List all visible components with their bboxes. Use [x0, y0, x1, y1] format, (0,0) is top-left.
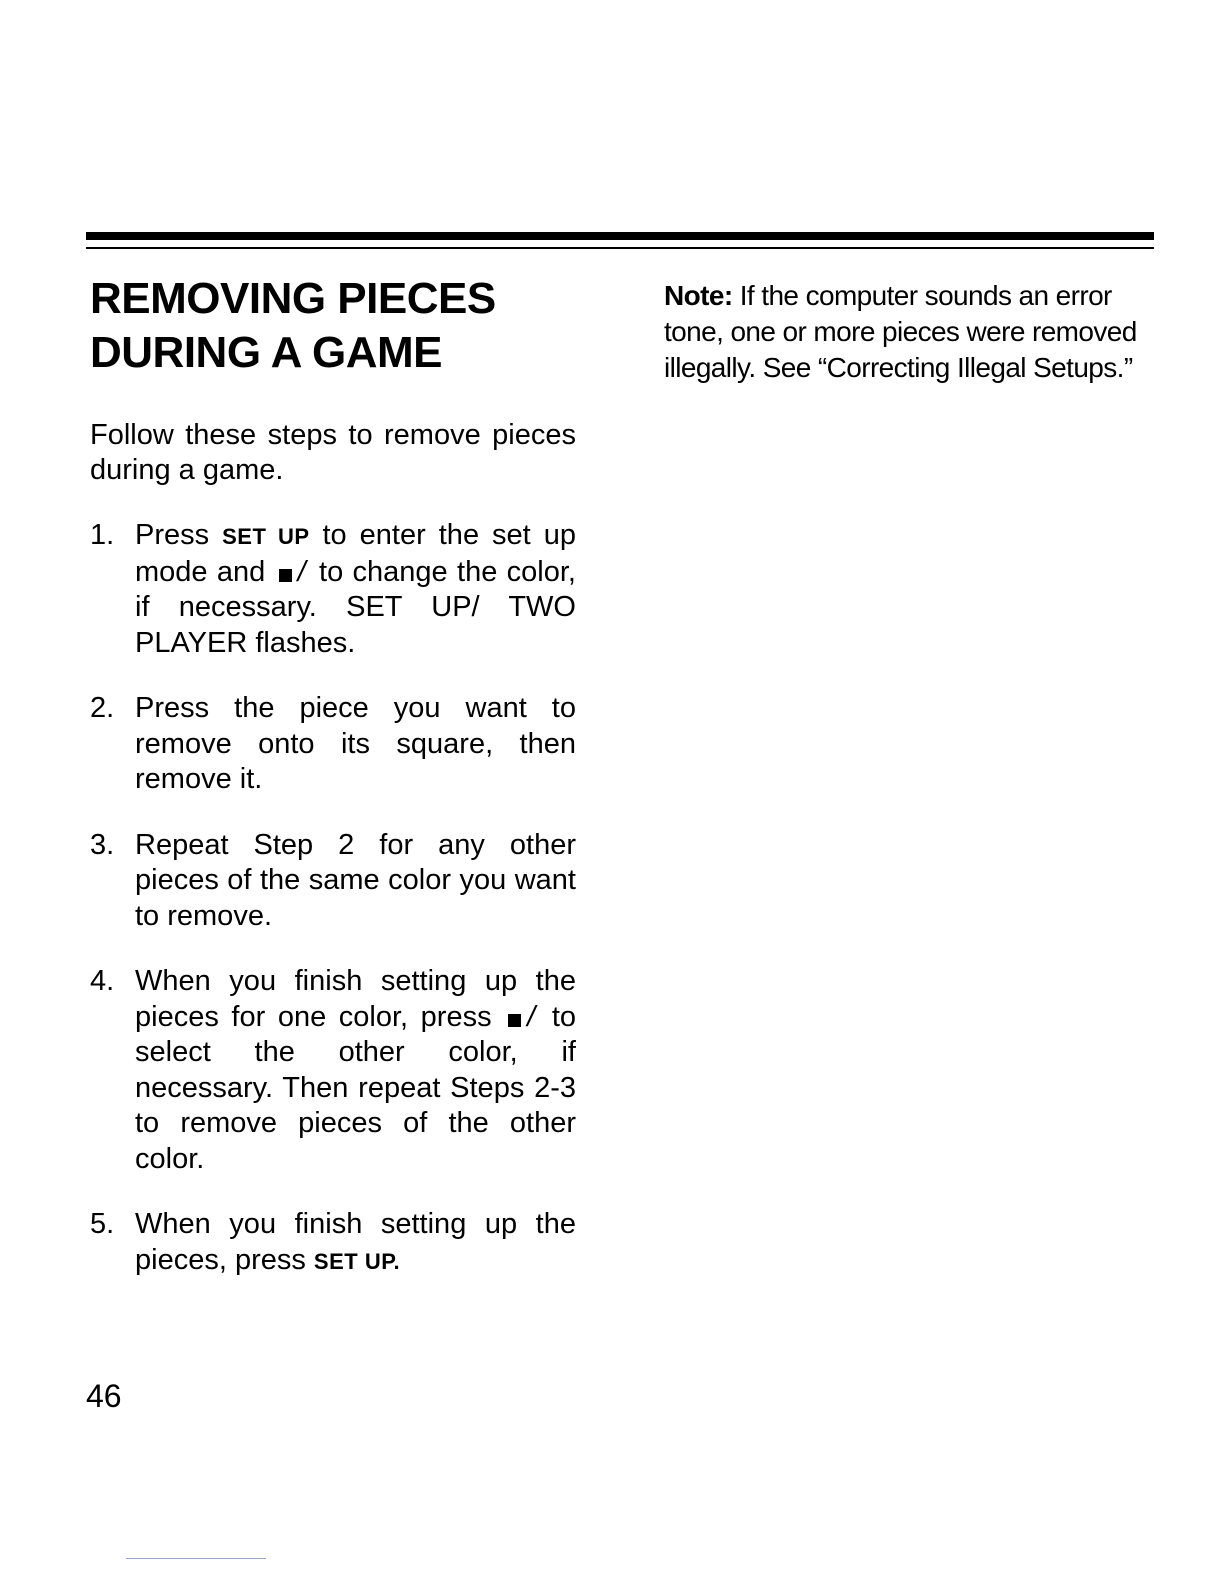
- square-icon: [508, 1014, 521, 1027]
- steps-list: [90, 518, 576, 1279]
- set-up-key-label: SET UP.: [313, 1248, 401, 1274]
- step-number: 1.: [90, 519, 115, 551]
- note-label: Note:: [664, 280, 733, 311]
- top-rule-thin: [86, 247, 1154, 249]
- step-item-5: [90, 1207, 576, 1279]
- step-number: 5.: [90, 1208, 115, 1240]
- page-number: 46: [86, 1378, 122, 1414]
- main-column: [90, 272, 576, 1309]
- heading-line-2: DURING A GAME: [90, 328, 443, 377]
- top-rule-thick: [86, 232, 1154, 240]
- step-text: Repeat Step 2 for any other pieces of the same color you want to remove.: [135, 828, 576, 932]
- step-text: Press the piece you want to remove onto its square, then remove it.: [135, 692, 576, 795]
- step-text: Press: [135, 519, 210, 551]
- step-text: to enter the set up mode and: [135, 519, 576, 588]
- step-item-1: [90, 518, 576, 661]
- scan-artifact-line: [126, 1558, 266, 1559]
- step-text: When you finish setting up the pieces, press: [135, 1208, 576, 1276]
- square-icon: [279, 569, 292, 582]
- slash-icon: /: [297, 555, 306, 588]
- slash-icon: /: [527, 1000, 536, 1033]
- step-text: When you finish setting up the pieces for one color, press: [135, 965, 576, 1033]
- note-box: [664, 278, 1154, 386]
- step-number: 4.: [90, 965, 115, 997]
- step-number: 2.: [90, 692, 115, 724]
- step-item-2: [90, 691, 576, 798]
- section-heading: [90, 272, 576, 380]
- set-up-key-label: SET UP: [222, 524, 310, 549]
- step-number: 3.: [90, 828, 115, 861]
- intro-paragraph: Follow these steps to remove pieces during a game.: [90, 419, 576, 486]
- step-item-4: [90, 964, 576, 1177]
- note-text: If the computer sounds an error tone, one or more pieces were removed illegally. See “Correcting Illegal Setups.”: [664, 280, 1137, 383]
- step-item-3: [90, 828, 576, 935]
- step-text: to select the other color, if necessary. Then repeat Steps 2-3 to remove pieces of the other color.: [135, 1000, 576, 1175]
- step-text: to change the color, if necessary. SET UP/ TWO PLAYER flashes.: [135, 555, 576, 659]
- heading-line-1: REMOVING PIECES: [90, 274, 496, 323]
